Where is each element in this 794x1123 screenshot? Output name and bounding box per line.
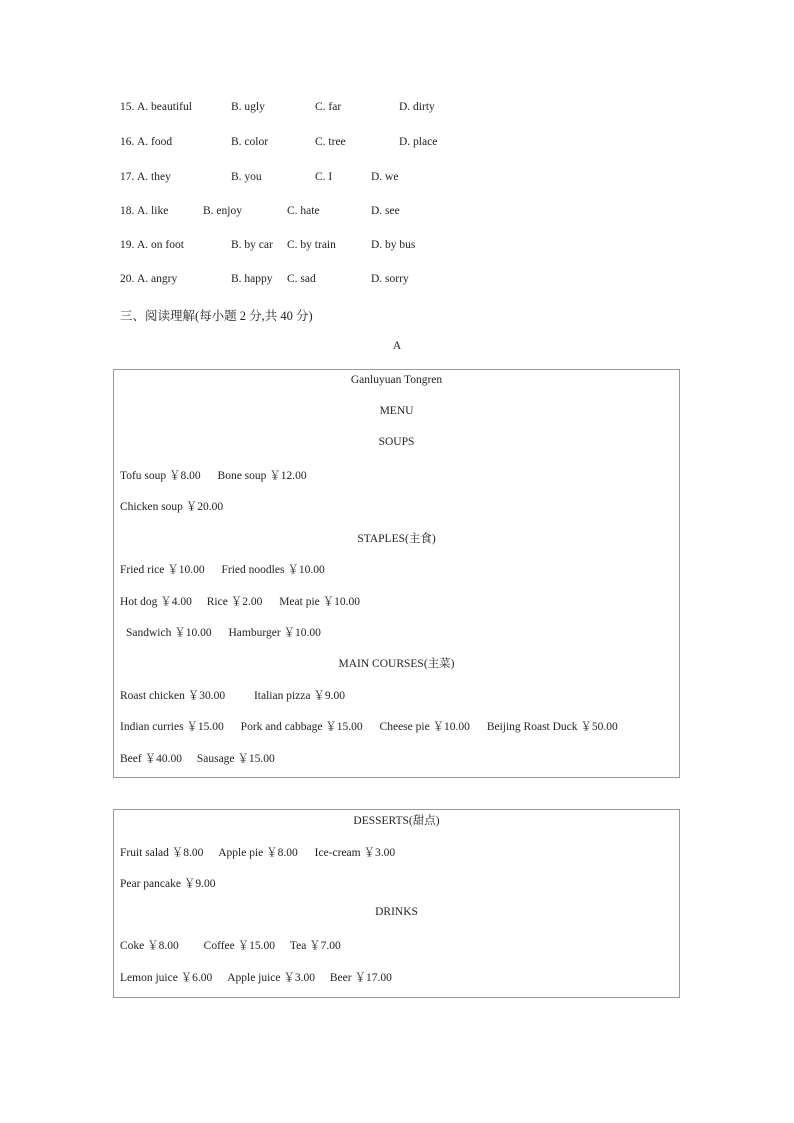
option-c: C. far [315, 101, 342, 113]
menu-item: Fried rice ￥10.00 [120, 564, 205, 576]
menu-line [120, 687, 345, 703]
main-courses-heading: MAIN COURSES(主菜) [338, 658, 455, 670]
menu-item: Roast chicken ￥30.00 [120, 690, 226, 702]
menu-item: Hamburger ￥10.00 [228, 627, 321, 639]
menu-item: Pork and cabbage ￥15.00 [240, 721, 363, 733]
option-c: C. tree [315, 136, 346, 148]
menu-item: Tofu soup ￥8.00 [120, 470, 201, 482]
menu-item: Lemon juice ￥6.00 [120, 972, 213, 984]
option-a: A. beautiful [137, 101, 192, 113]
menu-item: Tea ￥7.00 [289, 940, 341, 952]
question-number: 19. [120, 239, 135, 251]
menu-item: Sausage ￥15.00 [196, 753, 275, 765]
option-d: D. we [371, 171, 399, 183]
menu-item: Apple juice ￥3.00 [227, 972, 316, 984]
option-c: C. hate [287, 205, 320, 217]
menu-item: Indian curries ￥15.00 [120, 721, 224, 733]
menu-item: Bone soup ￥12.00 [217, 470, 307, 482]
option-b: B. you [231, 171, 262, 183]
menu-line [120, 750, 275, 766]
option-a: A. angry [137, 273, 178, 285]
menu-line [120, 969, 392, 985]
menu-title: MENU [379, 405, 414, 417]
menu-line [120, 561, 325, 577]
option-d: D. see [371, 205, 400, 217]
menu-box [113, 809, 680, 998]
menu-item: Meat pie ￥10.00 [279, 596, 361, 608]
menu-item: Rice ￥2.00 [206, 596, 263, 608]
menu-line [120, 718, 618, 734]
menu-line [120, 593, 360, 609]
staples-heading: STAPLES(主食) [357, 533, 436, 545]
question-number: 18. [120, 205, 135, 217]
menu-item: Beer ￥17.00 [329, 972, 392, 984]
option-a: A. they [137, 171, 171, 183]
menu-item: Fried noodles ￥10.00 [221, 564, 325, 576]
restaurant-name: Ganluyuan Tongren [350, 374, 443, 386]
option-d: D. sorry [371, 273, 409, 285]
menu-line [120, 844, 395, 860]
option-c: C. I [315, 171, 333, 183]
option-d: D. dirty [399, 101, 435, 113]
option-b: B. by car [231, 239, 273, 251]
menu-line [120, 937, 341, 953]
soups-heading: SOUPS [378, 436, 415, 448]
option-c: C. sad [287, 273, 316, 285]
menu-item: Pear pancake ￥9.00 [120, 878, 216, 890]
option-a: A. on foot [137, 239, 184, 251]
question-number: 20. [120, 273, 135, 285]
question-number: 17. [120, 171, 135, 183]
menu-item: Sandwich ￥10.00 [126, 627, 212, 639]
menu-item: Fruit salad ￥8.00 [120, 847, 204, 859]
option-d: D. place [399, 136, 438, 148]
menu-item: Hot dog ￥4.00 [120, 596, 192, 608]
option-a: A. like [137, 205, 169, 217]
option-b: B. enjoy [203, 205, 242, 217]
option-b: B. color [231, 136, 269, 148]
menu-item: Beijing Roast Duck ￥50.00 [486, 721, 618, 733]
question-number: 16. [120, 136, 135, 148]
menu-item: Coffee ￥15.00 [203, 940, 275, 952]
menu-line [120, 467, 307, 483]
option-b: B. ugly [231, 101, 265, 113]
option-a: 15. [120, 101, 135, 113]
menu-item: Apple pie ￥8.00 [218, 847, 298, 859]
menu-item: Italian pizza ￥9.00 [253, 690, 345, 702]
menu-item: Cheese pie ￥10.00 [379, 721, 470, 733]
menu-line [126, 624, 321, 640]
drinks-heading: DRINKS [375, 906, 418, 918]
menu-box [113, 369, 680, 778]
desserts-heading: DESSERTS(甜点) [353, 815, 440, 827]
menu-item: Chicken soup ￥20.00 [120, 501, 224, 513]
option-d: D. by bus [371, 239, 416, 251]
option-c: C. by train [287, 239, 336, 251]
menu-item: Coke ￥8.00 [120, 940, 179, 952]
menu-line [120, 498, 223, 514]
menu-line [120, 875, 215, 891]
passage-label: A [392, 340, 402, 352]
option-a: A. food [137, 136, 173, 148]
option-b: B. happy [231, 273, 273, 285]
menu-item: Ice-cream ￥3.00 [314, 847, 396, 859]
menu-item: Beef ￥40.00 [120, 753, 182, 765]
section-heading: 三、阅读理解(每小题 2 分,共 40 分) [120, 309, 313, 323]
